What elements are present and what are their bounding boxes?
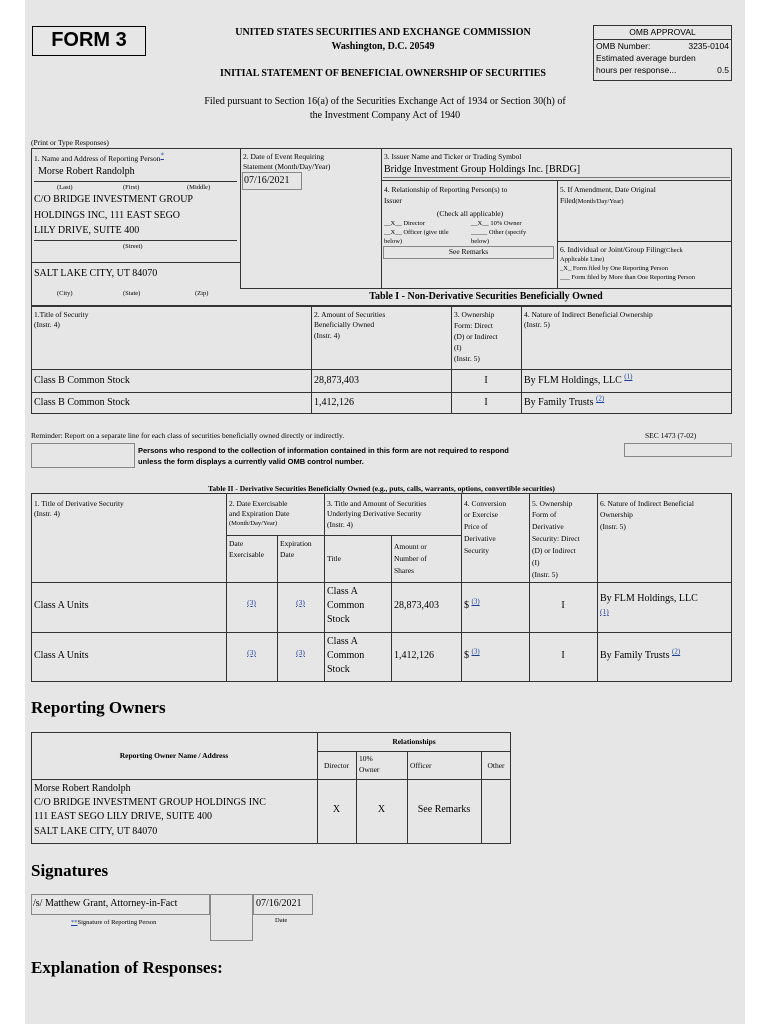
table2-row2-price-wrap xyxy=(464,647,480,662)
agency-title: UNITED STATES SECURITIES AND EXCHANGE COMMISSION xyxy=(235,27,531,38)
table2-row1-nature: By FLM Holdings, LLC xyxy=(600,593,698,604)
table2-col6-1: 6. Nature of Indirect Beneficial xyxy=(600,499,694,508)
table1-col3-4: (I) xyxy=(454,343,462,352)
table2-row2-shares: 1,412,126 xyxy=(394,650,434,661)
table2-col3-2: Underlying Derivative Security xyxy=(327,509,422,518)
box4-remarks: See Remarks xyxy=(448,247,489,256)
table2-col3b-3: Shares xyxy=(394,566,414,575)
ro-ten-value: X xyxy=(377,804,386,815)
ro-line-3: 111 EAST SEGO LILY DRIVE, SUITE 400 xyxy=(34,811,212,822)
table1-row1-nature: By FLM Holdings, LLC xyxy=(524,375,622,386)
table1-col2-3: (Instr. 4) xyxy=(314,331,340,340)
form-title: INITIAL STATEMENT OF BENEFICIAL OWNERSHIP OF SECURITIES xyxy=(219,68,546,79)
form-label: FORM 3 xyxy=(51,29,127,51)
reminder-text: Reminder: Report on a separate line for each class of securities beneficially owned directly or indirectly. xyxy=(31,431,345,440)
reminder-right-box xyxy=(624,443,732,457)
reporting-owners-heading: Reporting Owners xyxy=(31,698,166,717)
ro-director-value: X xyxy=(332,804,341,815)
ro-line-2: C/O BRIDGE INVESTMENT GROUP HOLDINGS INC xyxy=(34,797,266,808)
table1-col4-1: 4. Nature of Indirect Beneficial Ownership xyxy=(524,310,653,319)
agency-location: Washington, D.C. 20549 xyxy=(331,41,435,52)
table2-row2-nature-footnote[interactable]: (2) xyxy=(671,647,681,656)
table2-col5-5: (D) or Indirect xyxy=(532,546,576,555)
table1-col1-1: 1.Title of Security xyxy=(34,310,89,319)
table2-row2-underlying-2: Common xyxy=(327,650,365,661)
table2-row2-exercisable[interactable]: (3) xyxy=(247,648,256,657)
box6-option-2: ___ Form filed by More than One Reporting Person xyxy=(560,274,696,281)
table2-col4-1: 4. Conversion xyxy=(464,499,507,508)
omb-burden-value: 0.5 xyxy=(717,65,729,75)
ro-col-name: Reporting Owner Name / Address xyxy=(119,751,229,760)
table2-row1-underlying-3: Stock xyxy=(327,614,350,625)
print-note: (Print or Type Responses) xyxy=(31,138,109,147)
table2-row1-price-wrap xyxy=(464,597,480,612)
table2-col4-5: Security xyxy=(464,546,489,555)
omb-number-value: 3235-0104 xyxy=(688,41,729,51)
table1-col2-2: Beneficially Owned xyxy=(314,320,375,329)
box1-last: (Last) xyxy=(57,184,73,191)
reminder-left-box xyxy=(31,443,135,468)
issuer-name: Bridge Investment Group Holdings Inc. [BRDG] xyxy=(384,164,581,175)
table2-col2a-1: Date xyxy=(229,539,244,548)
table2-col2b-1: Expiration xyxy=(280,539,312,548)
table2-col2b-2: Date xyxy=(280,550,295,559)
table1-col3-5: (Instr. 5) xyxy=(454,354,480,363)
table2-row2-nature: By Family Trusts xyxy=(600,650,670,661)
ro-officer-value: See Remarks xyxy=(417,804,471,815)
table1-row1-title: Class B Common Stock xyxy=(34,375,130,386)
table2-row2-title: Class A Units xyxy=(34,650,89,661)
ro-line-1: Morse Robert Randolph xyxy=(34,783,131,794)
table2-col1-1: 1. Title of Derivative Security xyxy=(34,499,124,508)
signature-gap-box xyxy=(210,894,253,941)
table2-col6-2: Ownership xyxy=(600,510,633,519)
table1-row1-nature-wrap xyxy=(524,372,633,387)
table2-row2-nature-wrap xyxy=(600,647,681,662)
table2-col5-7: (Instr. 5) xyxy=(532,570,558,579)
table1-row2-form: I xyxy=(484,397,488,408)
sec-number: SEC 1473 (7-02) xyxy=(645,431,697,440)
persons-notice-1: Persons who respond to the collection of information contained in this form are not required to respond xyxy=(138,446,509,455)
omb-box xyxy=(593,25,732,81)
table2-col5-2: Form of xyxy=(532,510,557,519)
box1-first: (First) xyxy=(123,184,140,191)
box6-label: 6. Individual or Joint/Group Filing xyxy=(560,245,664,254)
omb-title: OMB APPROVAL xyxy=(594,26,731,40)
ro-col-ten-2: Owner xyxy=(359,765,380,774)
table2-col5-6: (I) xyxy=(532,558,540,567)
table2-col2a-2: Exercisable xyxy=(229,550,264,559)
signatures-heading: Signatures xyxy=(31,861,109,880)
date-label: Date xyxy=(275,917,288,924)
table2-col4-3: Price of xyxy=(464,522,488,531)
table2-col5-1: 5. Ownership xyxy=(532,499,573,508)
table2-row1-exercisable[interactable]: (3) xyxy=(247,598,256,607)
box5-label-2-wrap xyxy=(560,196,624,206)
omb-burden-1: Estimated average burden xyxy=(596,53,696,63)
omb-number-label: OMB Number: xyxy=(596,41,651,51)
filed-pursuant-line-1: Filed pursuant to Section 16(a) of the Securities Exchange Act of 1934 or Section 30(h) of xyxy=(204,96,566,107)
box1-label-text: 1. Name and Address of Reporting Person xyxy=(34,154,161,163)
table1-row2-nature: By Family Trusts xyxy=(524,397,594,408)
ro-line-4: SALT LAKE CITY, UT 84070 xyxy=(34,826,158,837)
table2-col1-2: (Instr. 4) xyxy=(34,509,60,518)
table2-row1-form: I xyxy=(561,600,565,611)
signature-marker[interactable]: ** xyxy=(71,919,78,926)
table2-col3-1: 3. Title and Amount of Securities xyxy=(327,499,427,508)
table1-row2-footnote[interactable]: (2) xyxy=(595,394,605,403)
box6-option-1: _X_ Form filed by One Reporting Person xyxy=(560,265,668,272)
table2-row2-price-footnote[interactable]: (3) xyxy=(471,647,480,656)
persons-notice-2: unless the form displays a currently valid OMB control number. xyxy=(138,457,364,466)
table2-row2-underlying-1: Class A xyxy=(327,636,358,647)
box6-applicable: Applicable Line) xyxy=(560,256,605,263)
table1-col3-2: Form: Direct xyxy=(454,321,493,330)
ro-col-ten-1: 10% xyxy=(359,754,373,763)
box2-label-1: 2. Date of Event Requiring xyxy=(243,152,325,161)
box4-ten-pct: __X__ 10% Owner xyxy=(471,220,522,227)
table2-row2-price: $ xyxy=(464,650,469,661)
box4-other: _____ Other (specify xyxy=(471,229,527,236)
table1-row2-title: Class B Common Stock xyxy=(34,397,130,408)
table1-row2-nature-wrap xyxy=(524,394,605,409)
box6-label-small: (Check xyxy=(663,247,683,254)
box1-state: (State) xyxy=(123,290,141,297)
table2-title: Table II - Derivative Securities Beneficially Owned (e.g., puts, calls, warrants, options, convertible securities) xyxy=(208,484,555,493)
box4-label-1: 4. Relationship of Reporting Person(s) to xyxy=(384,185,508,194)
table2-row1-nature-footnote[interactable]: (1) xyxy=(600,607,609,616)
box1-middle: (Middle) xyxy=(187,184,211,191)
table2-row1-price-footnote[interactable]: (3) xyxy=(471,597,480,606)
table2-row1-underlying-1: Class A xyxy=(327,586,358,597)
signer: /s/ Matthew Grant, Attorney-in-Fact xyxy=(33,898,178,909)
table1-col2-1: 2. Amount of Securities xyxy=(314,310,386,319)
ro-col-officer: Officer xyxy=(410,761,432,770)
table2-col4-2: or Exercise xyxy=(464,510,498,519)
table2-row2-expiration[interactable]: (3) xyxy=(296,648,305,657)
box5-label-2: Filed xyxy=(560,196,576,205)
table2-col3-3: (Instr. 4) xyxy=(327,520,353,529)
table2-row1-title: Class A Units xyxy=(34,600,89,611)
table1-row1-amount: 28,873,403 xyxy=(314,375,359,386)
box1-street: (Street) xyxy=(123,243,143,250)
table1-col1-2: (Instr. 4) xyxy=(34,320,60,329)
table1-row1-form: I xyxy=(484,375,488,386)
table1 xyxy=(31,306,732,414)
box1-address-3: LILY DRIVE, SUITE 400 xyxy=(34,225,140,236)
box5-label-1: 5. If Amendment, Date Original xyxy=(560,185,656,194)
table2-col5-4: Security: Direct xyxy=(532,534,580,543)
table1-title: Table I - Non-Derivative Securities Beneficially Owned xyxy=(369,291,603,302)
table2-col3b-1: Amount or xyxy=(394,542,427,551)
table2-row2-underlying-3: Stock xyxy=(327,664,350,675)
box1-zip: (Zip) xyxy=(195,290,209,297)
table2-col6-3: (Instr. 5) xyxy=(600,522,626,531)
table1-col3-1: 3. Ownership xyxy=(454,310,495,319)
box1-address-2: HOLDINGS INC, 111 EAST SEGO xyxy=(34,210,181,221)
table2-row1-expiration[interactable]: (3) xyxy=(296,598,305,607)
signature-label: Signature of Reporting Person xyxy=(77,919,157,926)
table1-col4-2: (Instr. 5) xyxy=(524,320,550,329)
box4-check-all: (Check all applicable) xyxy=(436,209,504,218)
box2-label-2: Statement (Month/Day/Year) xyxy=(243,162,331,171)
event-date: 07/16/2021 xyxy=(244,175,290,186)
table2-col4-4: Derivative xyxy=(464,534,496,543)
filed-pursuant-line-2: the Investment Company Act of 1940 xyxy=(309,110,461,121)
reporting-person-name: Morse Robert Randolph xyxy=(38,166,135,177)
box1-marker[interactable]: * xyxy=(160,151,164,160)
table2-row2-form: I xyxy=(561,650,565,661)
table2-row1-shares: 28,873,403 xyxy=(394,600,439,611)
table1-row1-footnote[interactable]: (1) xyxy=(624,372,633,381)
box4-director: __X__ Director xyxy=(384,220,425,227)
form-page xyxy=(25,0,745,1024)
box1-city-line: SALT LAKE CITY, UT 84070 xyxy=(34,268,158,279)
table2-col3a: Title xyxy=(327,554,341,563)
box4-officer: __X__ Officer (give title xyxy=(384,229,449,236)
signature-label-wrap xyxy=(71,919,156,927)
omb-burden-2: hours per response... xyxy=(596,65,677,75)
box6-label-wrap xyxy=(560,245,683,255)
ro-col-other: Other xyxy=(487,761,505,770)
box3-label: 3. Issuer Name and Ticker or Trading Symbol xyxy=(384,152,522,161)
table1-row2-amount: 1,412,126 xyxy=(314,397,354,408)
ro-relationships: Relationships xyxy=(392,737,436,746)
table2-row1-price: $ xyxy=(464,600,469,611)
table2-col2-3: (Month/Day/Year) xyxy=(229,520,278,527)
box5-label-small: (Month/Day/Year) xyxy=(575,198,624,205)
table1-col3-3: (D) or Indirect xyxy=(454,332,498,341)
box4-label-2: Issuer xyxy=(384,196,402,205)
table2-col5-3: Derivative xyxy=(532,522,564,531)
table2-row1-underlying-2: Common xyxy=(327,600,365,611)
table2-col2-1: 2. Date Exercisable xyxy=(229,499,288,508)
box4-below-2: below) xyxy=(471,238,490,245)
ro-col-director: Director xyxy=(324,761,349,770)
table2-col2-2: and Expiration Date xyxy=(229,509,290,518)
table2-col3b-2: Number of xyxy=(394,554,427,563)
box4-remarks-box xyxy=(383,246,554,259)
box1-city: (City) xyxy=(57,290,73,297)
box1-label xyxy=(34,151,164,163)
signature-date: 07/16/2021 xyxy=(256,898,302,909)
form-label-box xyxy=(32,26,146,56)
box1-address-1: C/O BRIDGE INVESTMENT GROUP xyxy=(34,194,193,205)
explanation-heading: Explanation of Responses: xyxy=(31,958,223,977)
box4-below-1: below) xyxy=(384,238,403,245)
